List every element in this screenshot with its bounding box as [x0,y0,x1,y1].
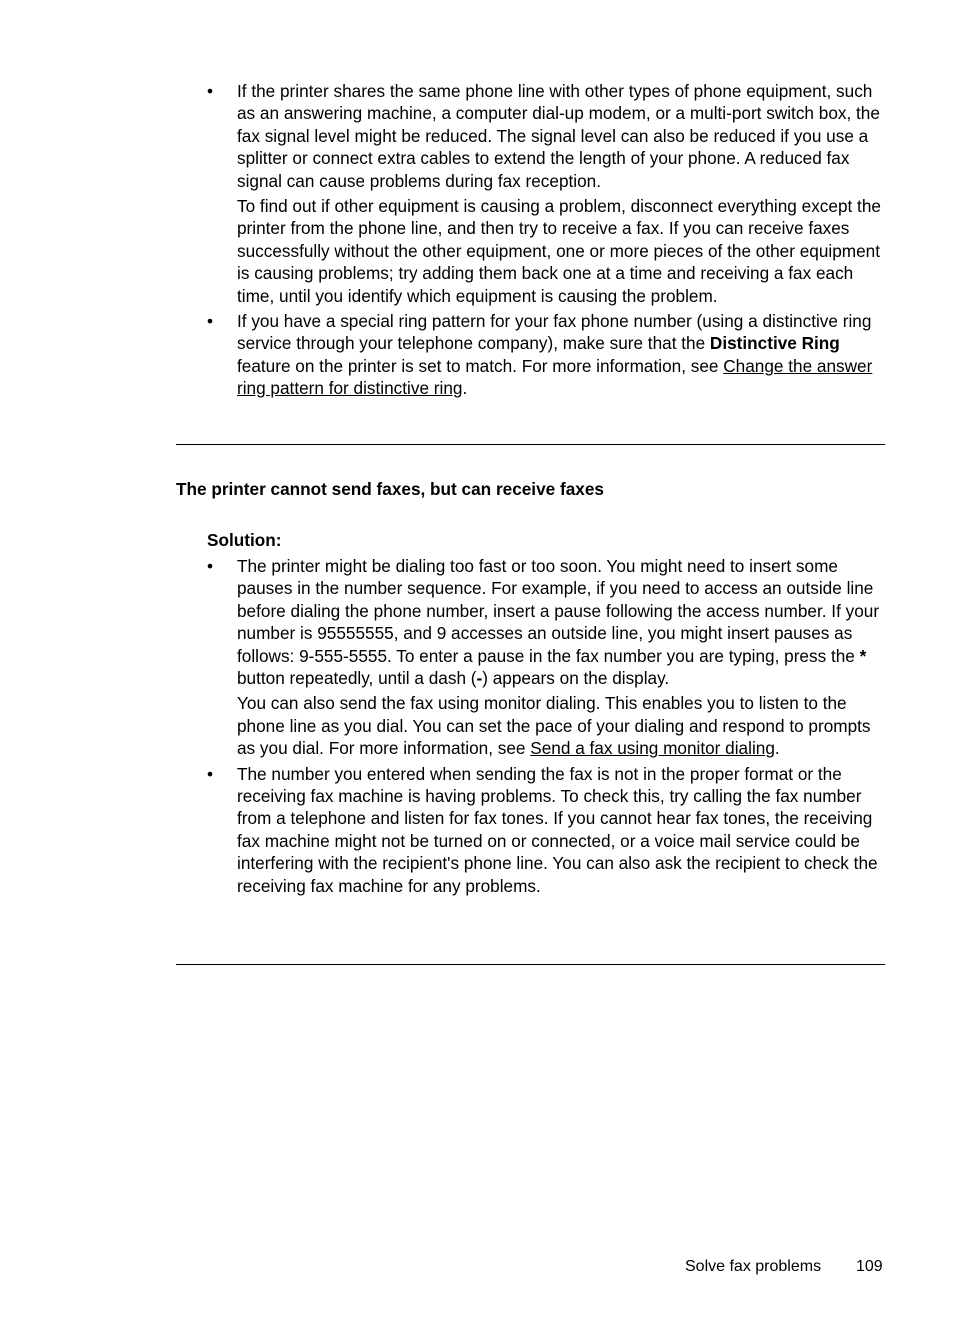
link-change-ring-pattern[interactable]: Change the answer ring pattern for distinctive ring [237,355,873,399]
text-segment: feature on the printer is set to match. For more information, see [237,355,724,376]
list-item [207,555,887,760]
list-item [207,310,887,400]
solution-label: Solution: [207,530,282,550]
text-segment: If you have a special ring pattern for your fax phone number (using a distinctive ring service through your telephone company), make sure that the [237,311,872,354]
list-item [207,80,887,307]
text-segment: . [462,378,468,399]
footer-page-number: 109 [856,1258,883,1275]
bold-term: * [859,645,867,666]
bullet-list-solution [207,555,887,897]
text-segment: ) appears on the display. [482,668,670,689]
bullet-marker: • [207,763,214,784]
paragraph [237,692,887,759]
bullet-marker: • [207,311,214,332]
text-segment: The printer might be dialing too fast or too soon. You might need to insert some pauses in the number sequence. For example, if you need to access an outside line before dialing the phone number, insert a pause following the access number. If your number is 95555555, and 9 accesses an outside line, you might insert pauses as follows: 9-555-5555. To enter a pause in the fax number you are typing, press the [237,556,880,666]
paragraph: If the printer shares the same phone line with other types of phone equipment, such as an answering machine, a computer dial-up modem, or a multi-port switch box, the fax signal level might be reduced. The signal level can also be reduced if you use a splitter or connect extra cables to extend the length of your phone. A reduced fax signal can cause problems during fax reception. [237,81,880,191]
text-segment: You can also send the fax using monitor dialing. This enables you to listen to the phone line as you dial. You can set the pace of your dialing and respond to prompts as you dial. For more information, see [237,693,871,759]
paragraph: To find out if other equipment is causing a problem, disconnect everything except the printer from the phone line, and then try to receive a fax. If you can receive faxes successfully without the other equipment, one or more pieces of the other equipment is causing problems; try adding them back one at a time and receiving a fax each time, until you identify which equipment is causing the problem. [237,196,881,306]
section-heading: The printer cannot send faxes, but can receive faxes [176,479,604,499]
link-monitor-dialing[interactable]: Send a fax using monitor dialing [530,738,775,759]
horizontal-rule [176,964,885,965]
footer-section-name: Solve fax problems [685,1258,822,1275]
paragraph: The number you entered when sending the fax is not in the proper format or the receiving fax machine is having problems. To check this, try calling the fax number from a telephone and listen for fax tones. If you cannot hear fax tones, the receiving fax machine might not be turned on or connected, or a voice mail service could be interfering with the recipient's phone line. You can also ask the recipient to check the receiving fax machine for any problems. [237,763,878,896]
list-item [207,763,887,897]
paragraph [237,310,887,400]
text-segment: button repeatedly, until a dash ( [237,668,477,689]
text-segment: . [774,738,780,759]
bold-term: Distinctive Ring [709,333,840,354]
bullet-marker: • [207,556,214,576]
horizontal-rule [176,444,885,445]
bullet-marker: • [207,81,214,101]
bullet-list-top [207,80,887,400]
paragraph [237,555,887,689]
bold-term: - [476,668,483,689]
